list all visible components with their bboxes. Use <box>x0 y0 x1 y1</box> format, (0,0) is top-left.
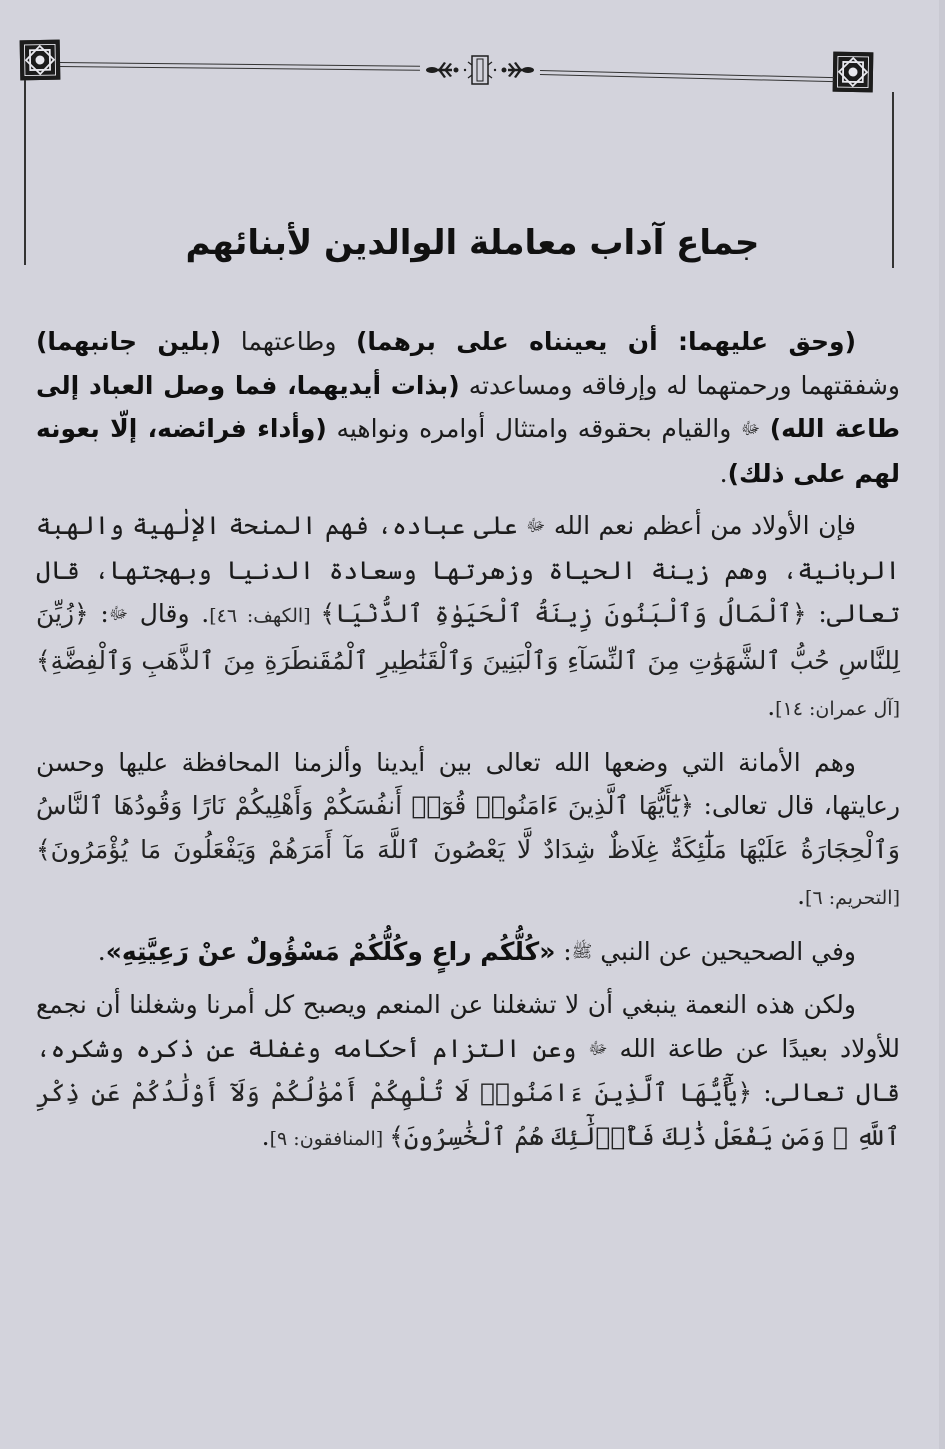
text-run: ولكن هذه النعمة ينبغي أن لا تشغلنا عن المنعم ويصبح كل أمرنا وشغلنا أن نجمع للأولاد بعيدًا عن طاعة الله <box>36 990 900 1063</box>
text-run: . <box>97 936 106 966</box>
text-run: . <box>719 458 728 488</box>
paragraph-warning-distraction <box>36 983 900 1161</box>
bold-phrase: (وحق عليهما: أن يعينناه على برهما) <box>356 327 857 356</box>
paragraph-children-trust <box>36 741 900 921</box>
text-run: على عباده، فهم المنحة الإلٰهية والهبة الربانية، وهم زينة الحياة وزهرتها وسعادة الدنيا وبهجتها، قال تعالى: <box>36 511 900 628</box>
text-run: والقيام بحقوقه وامتثال أوامره ونواهيه <box>326 414 741 443</box>
double-rule-left <box>60 62 420 71</box>
paragraph-hadith <box>36 930 900 975</box>
honorific-glyph: ﷻ <box>588 1038 608 1059</box>
bold-phrase: (بذات أيديهما، فما وصل العباد إلى طاعة الله) <box>36 370 901 443</box>
text-run: . <box>767 692 776 721</box>
text-run: : <box>555 936 572 966</box>
islamic-star-tile-icon <box>20 40 61 81</box>
text-run: وعن التزام أحكامه وغفلة عن ذكره وشكره، قال تعالى: <box>36 1033 900 1107</box>
honorific-glyph: ﷻ <box>526 516 546 536</box>
verse-reference: [آل عمران: ١٤] <box>775 698 900 720</box>
text-run: . وقال <box>128 599 210 628</box>
text-run: فإن الأولاد من أعظم نعم الله <box>545 511 857 540</box>
bold-phrase: (وأداء فرائضه، إلّا بعونه لهم على ذلك) <box>36 414 900 488</box>
text-run: . <box>261 1121 270 1151</box>
islamic-star-tile-icon <box>833 52 874 93</box>
text-run: وطاعتهما <box>221 327 356 356</box>
verse-reference: [التحريم: ٦] <box>805 887 900 909</box>
quran-verse: ﴿يَٰٓأَيُّهَا ٱلَّذِينَ ءَامَنُوا۟ قُوٓا۟ أَنفُسَكُمْ وَأَهْلِيكُمْ نَارًا وَقُودُهَا ٱلنَّاسُ وَٱلْحِجَارَةُ عَلَيْهَا مَلَٰٓئِكَةٌ غِلَاظٌ شِدَادٌ لَّا يَعْصُونَ ٱللَّهَ مَآ أَمَرَهُمْ وَيَفْعَلُونَ مَا يُؤْمَرُونَ﴾ <box>36 791 900 864</box>
double-rule-right <box>540 70 834 82</box>
text-run: : <box>88 599 109 628</box>
honorific-glyph: ﷻ <box>108 604 129 624</box>
text-run: . <box>797 881 806 910</box>
body-text <box>36 320 900 1170</box>
bold-phrase: (بلين جانبهما) <box>36 327 222 356</box>
verse-reference: [المنافقون: ٩] <box>269 1127 390 1150</box>
chapter-title: جماع آداب معاملة الوالدين لأبنائهم <box>185 222 760 263</box>
text-run: وهم الأمانة التي وضعها الله تعالى بين أيدينا وألزمنا المحافظة عليها وحسن رعايتها، قال تعالى: <box>36 747 901 820</box>
quran-verse: ﴿يَٰٓأَيُّهَا ٱلَّذِينَ ءَامَنُوا۟ لَا تُلْهِكُمْ أَمْوَٰلُكُمْ وَلَآ أَوْلَٰدُكُمْ عَن ذِكْرِ ٱللَّهِ ۚ وَمَن يَفْعَلْ ذَٰلِكَ فَأُو۟لَٰٓئِكَ هُمُ ٱلْخَٰسِرُونَ﴾ <box>36 1078 900 1151</box>
quran-verse: ﴿زُيِّنَ لِلنَّاسِ حُبُّ ٱلشَّهَوَٰتِ مِنَ ٱلنِّسَآءِ وَٱلْبَنِينَ وَٱلْقَنَٰطِيرِ ٱلْمُقَنطَرَةِ مِنَ ٱلذَّهَبِ وَٱلْفِضَّةِ﴾ <box>36 599 900 675</box>
hadith-quote: «كُلُّكُم راعٍ وكُلُّكُمْ مَسْؤُولٌ عنْ رَعِيَّتِهِ» <box>105 936 556 966</box>
text-run: وفي الصحيحين عن النبي <box>592 936 856 966</box>
text-run: وشفقتهما ورحمتهما له وإرفاقه ومساعدته <box>459 370 900 400</box>
quran-verse: ﴿ٱلْمَالُ وَٱلْبَنُونَ زِينَةُ ٱلْحَيَوٰةِ ٱلدُّنْيَا﴾ <box>320 599 807 628</box>
paragraph-rights-on-parents <box>36 320 900 495</box>
honorific-glyph: ﷻ <box>740 419 761 439</box>
honorific-glyph: ﷺ <box>571 941 593 962</box>
verse-reference: [الكهف: ٤٦] <box>209 605 321 627</box>
floral-divider-icon <box>420 50 540 90</box>
paragraph-children-blessing <box>36 504 900 732</box>
